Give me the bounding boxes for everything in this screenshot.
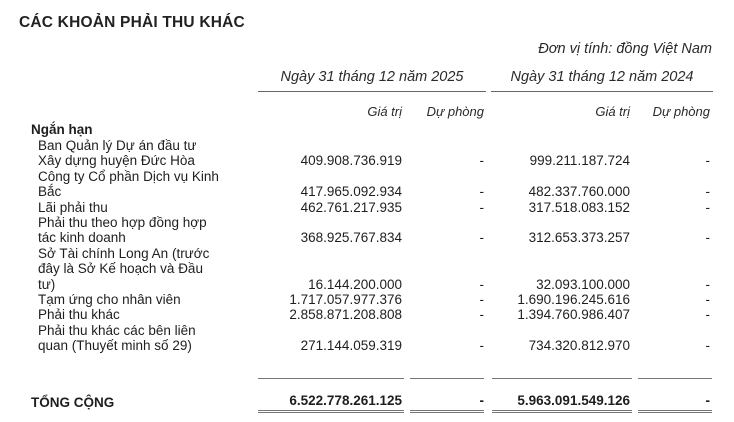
total-double-underline [638,410,712,413]
section-title: CÁC KHOẢN PHẢI THU KHÁC [19,14,245,31]
row-label: đây là Sở Kế hoạch và Đầu [38,261,203,277]
period-underline-2025 [258,91,486,92]
row-value-2025: 409.908.736.919 [300,153,402,169]
row-provision-2025: - [479,199,484,215]
row-value-2024: 1.690.196.245.616 [517,292,630,307]
row-label: Công ty Cổ phần Dịch vụ Kinh [38,168,219,184]
row-provision-2024: - [705,307,710,323]
row-provision-2025: - [479,292,484,307]
total-double-underline [492,410,632,413]
column-header-provision-2024: Dự phòng [652,104,710,119]
subtotal-underline [638,378,712,379]
row-provision-2025: - [479,276,484,292]
row-label: Lãi phải thu [38,199,108,215]
row-label: Ban Quản lý Dự án đầu tư [38,138,197,153]
row-label: Phải thu khác [38,307,120,323]
column-header-value-2024: Giá trị [595,104,630,119]
row-label: tác kinh doanh [38,230,126,246]
row-label: Sở Tài chính Long An (trước [38,245,210,261]
row-provision-2025: - [479,153,484,169]
row-value-2024: 32.093.100.000 [536,276,630,292]
row-value-2025: 271.144.059.319 [300,338,402,354]
row-value-2025: 462.761.217.935 [300,199,402,215]
period-underline-2024 [491,91,713,92]
row-label: Tạm ứng cho nhân viên [38,292,181,307]
total-label: TỔNG CỘNG [31,395,115,410]
subtotal-underline [258,378,404,379]
row-provision-2024: - [705,230,710,246]
total-double-underline [258,410,404,413]
column-header-provision-2025: Dự phòng [426,104,484,119]
row-label: Xây dựng huyện Đức Hòa [38,153,195,169]
subtotal-underline [492,378,632,379]
period-header-2025: Ngày 31 tháng 12 năm 2025 [280,69,464,85]
row-provision-2024: - [705,292,710,307]
row-provision-2024: - [705,199,710,215]
row-value-2025: 1.717.057.977.376 [289,292,402,307]
row-value-2024: 317.518.083.152 [528,199,630,215]
row-label: Bắc [38,184,62,200]
row-provision-2025: - [479,307,484,323]
row-label: quan (Thuyết minh số 29) [38,338,192,354]
total-provision-2024: - [705,393,710,408]
row-provision-2024: - [705,153,710,169]
row-value-2024: 482.337.760.000 [528,184,630,200]
row-provision-2025: - [479,338,484,354]
unit-note: Đơn vị tính: đồng Việt Nam [538,41,712,57]
row-value-2025: 2.858.871.208.808 [289,307,402,323]
period-header-2024: Ngày 31 tháng 12 năm 2024 [510,69,694,85]
row-value-2024: 312.653.373.257 [528,230,630,246]
total-double-underline [410,410,484,413]
row-value-2024: 1.394.760.986.407 [517,307,630,323]
total-provision-2025: - [479,393,484,408]
row-provision-2025: - [479,230,484,246]
row-label: tư) [38,276,56,292]
row-label: Phải thu theo hợp đồng hợp [38,215,207,230]
row-provision-2024: - [705,338,710,354]
subtotal-underline [410,378,484,379]
row-provision-2024: - [705,276,710,292]
section-heading-short-term: Ngắn hạn [31,122,93,137]
total-value-2025: 6.522.778.261.125 [289,393,402,408]
row-label: Phải thu khác các bên liên [38,322,196,338]
row-value-2024: 999.211.187.724 [529,153,630,169]
total-value-2024: 5.963.091.549.126 [517,393,630,408]
row-value-2024: 734.320.812.970 [528,338,630,354]
row-value-2025: 417.965.092.934 [300,184,402,200]
row-value-2025: 368.925.767.834 [300,230,402,246]
column-header-value-2025: Giá trị [367,104,402,119]
row-provision-2025: - [479,184,484,200]
row-value-2025: 16.144.200.000 [308,276,402,292]
row-provision-2024: - [705,184,710,200]
